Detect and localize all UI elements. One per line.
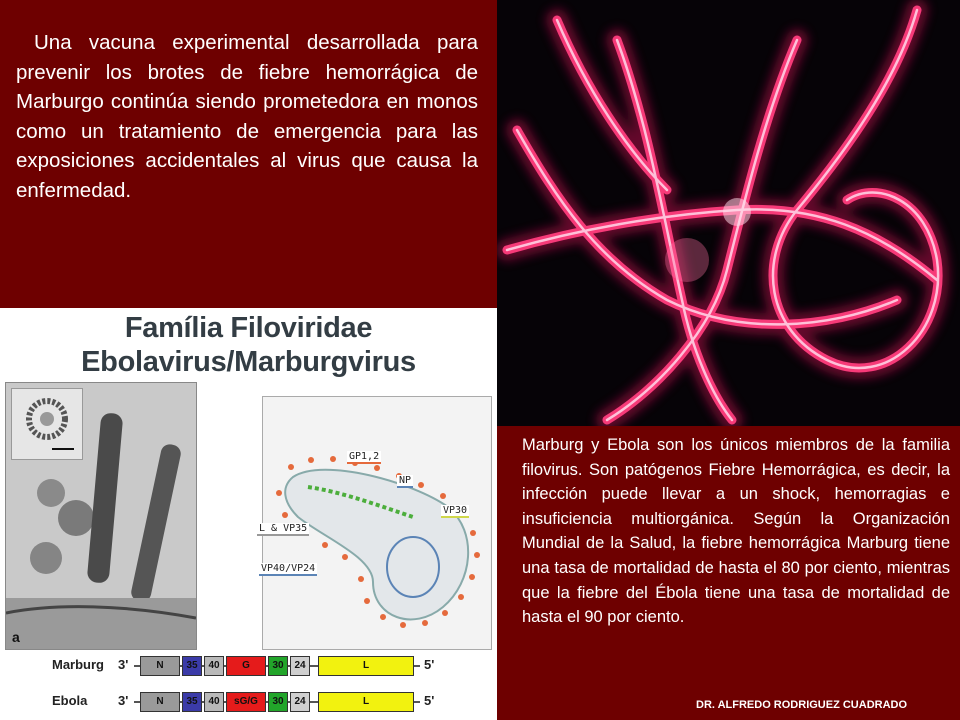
gene-30: 30: [268, 656, 288, 676]
genome-3-end: 3': [118, 693, 129, 708]
genome-3-end: 3': [118, 657, 129, 672]
figure-title: Família Filoviridae: [124, 312, 373, 344]
genome-5-end: 5': [424, 693, 435, 708]
cross-section-image: [12, 389, 82, 459]
figure-subtitle: Ebolavirus/Marburgvirus: [81, 346, 416, 378]
label-vp30: VP30: [443, 505, 468, 516]
gene-l: L: [318, 692, 414, 712]
genome-name: Ebola: [52, 693, 88, 708]
gene-35: 35: [182, 692, 202, 712]
label-l-vp35: L & VP35: [259, 523, 308, 534]
label-gp: GP1,2: [349, 451, 380, 462]
genome-row-ebola: [0, 689, 497, 715]
gene-30: 30: [268, 692, 288, 712]
label-np: NP: [399, 475, 412, 486]
gene-n: N: [140, 692, 180, 712]
filovirus-micrograph: [497, 0, 960, 426]
gene-sg-g: sG/G: [226, 692, 266, 712]
gene-l: L: [318, 656, 414, 676]
gene-n: N: [140, 656, 180, 676]
gene-35: 35: [182, 656, 202, 676]
gene-24: 24: [290, 692, 310, 712]
inset-cross-section: [11, 388, 83, 460]
virion-structure-diagram: [259, 396, 492, 650]
intro-paragraph: Una vacuna experimental desarrollada para prevenir los brotes de fiebre hemorrágica de Marburgo continúa siendo prometedora en monos como un tratamiento de emergencia para las exposiciones accidentales al virus que causa la enfermedad.: [16, 31, 478, 202]
author-footer: DR. ALFREDO RODRIGUEZ CUADRADO: [696, 699, 908, 711]
label-vp40-vp24: VP40/VP24: [261, 563, 316, 574]
photo-panel-label: a: [12, 629, 20, 645]
genome-name: Marburg: [52, 657, 104, 672]
electron-micrograph-photo: [5, 382, 197, 650]
gene-40: 40: [204, 692, 224, 712]
filoviridae-figure: [0, 308, 497, 720]
gene-40: 40: [204, 656, 224, 676]
micrograph-image: [497, 0, 960, 426]
description-paragraph: Marburg y Ebola son los únicos miembros de la familia filovirus. Son patógenos Fiebre Hemorrágica, es decir, la infección puede llevar a un shock, hemorragias e insuficiencia multiorgánica. Según la Organización Mundial de la Salud, la fiebre hemorrágica Marburg tiene una tasa de mortalidad de hasta el 80 por ciento, mientras que la fiebre del Ébola tiene una tasa de mortalidad de hasta el 90 por ciento.: [522, 436, 950, 627]
genome-5-end: 5': [424, 657, 435, 672]
gene-g: G: [226, 656, 266, 676]
gene-24: 24: [290, 656, 310, 676]
genome-row-marburg: [0, 653, 497, 679]
